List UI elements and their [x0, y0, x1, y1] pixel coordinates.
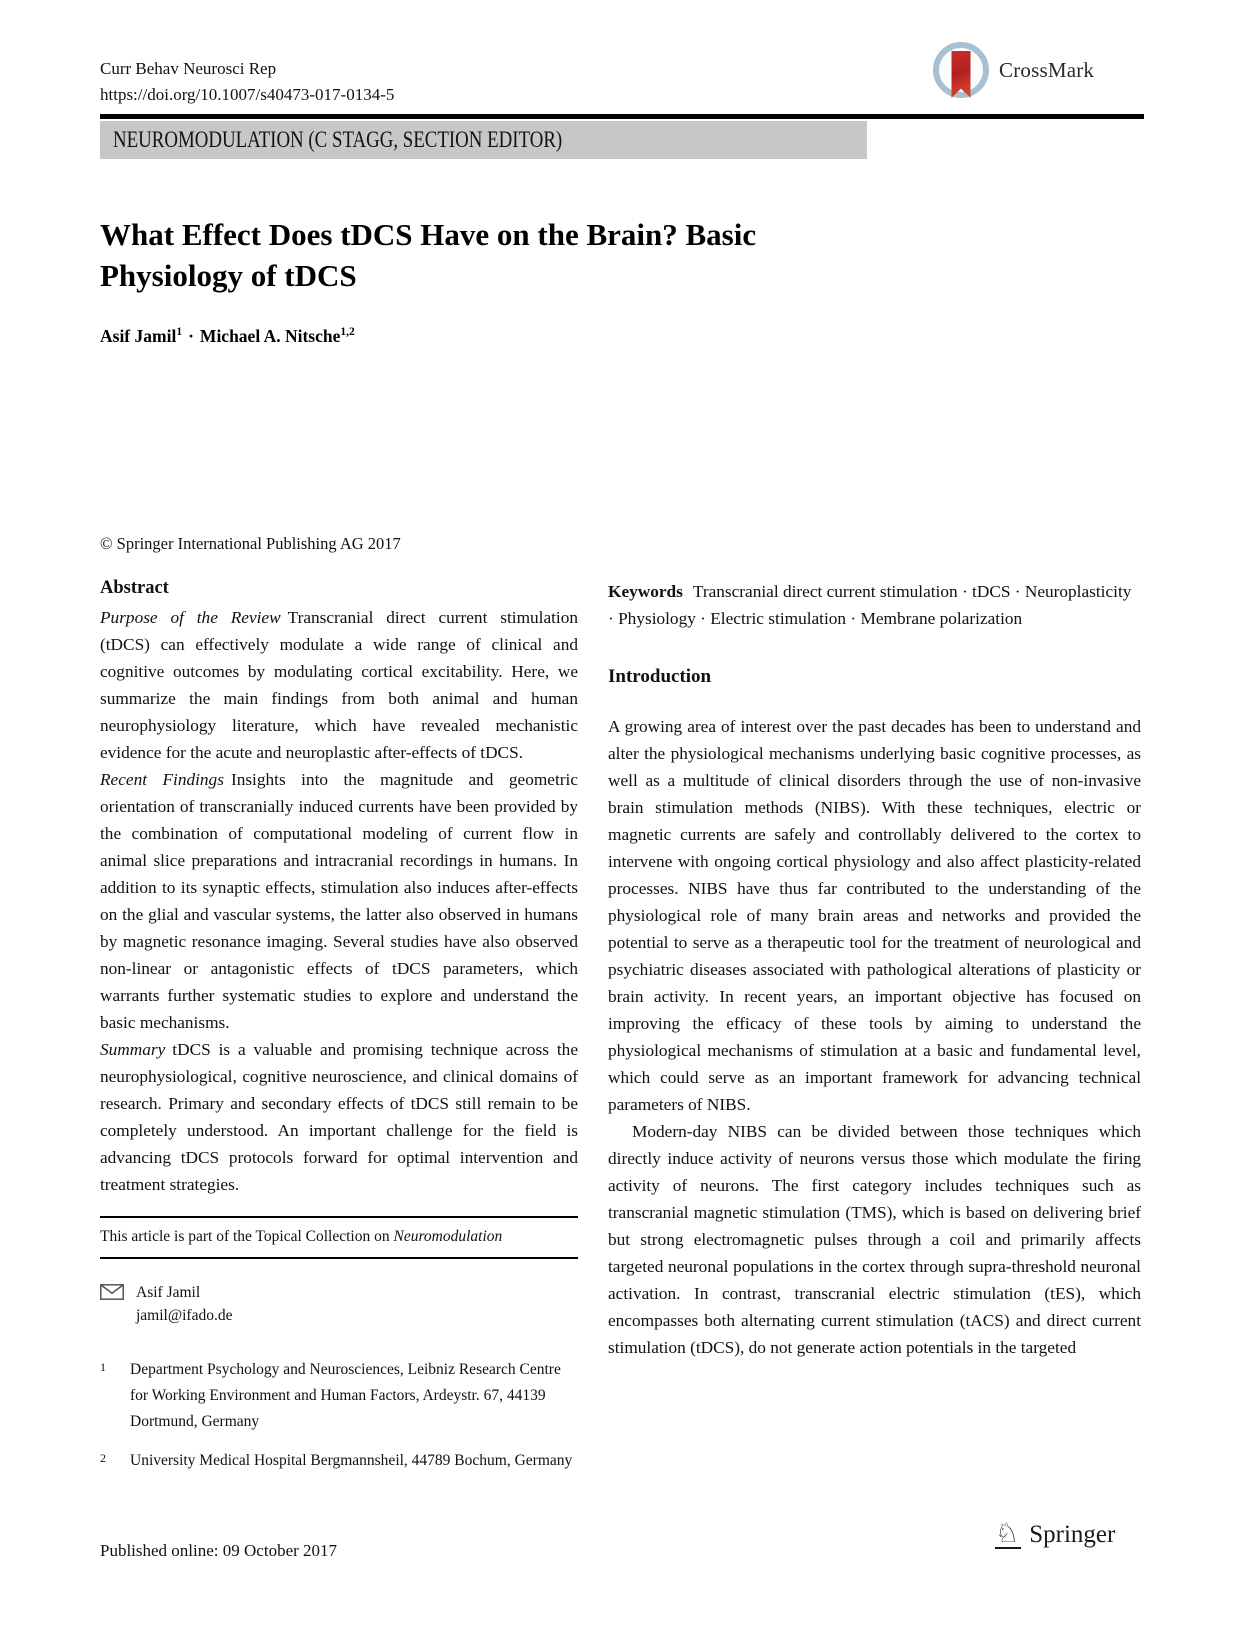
section-banner-label: NEUROMODULATION (C STAGG, SECTION EDITOR) — [113, 127, 563, 152]
affiliation-2 — [100, 1448, 578, 1474]
affiliation-1-number: 1 — [100, 1360, 106, 1374]
crossmark-badge[interactable] — [933, 42, 1094, 98]
abstract-recent-paragraph — [100, 766, 578, 1036]
page-title-line2: Physiology of tDCS — [100, 258, 357, 293]
doi-link[interactable]: https://doi.org/10.1007/s40473-017-0134-5 — [100, 85, 395, 104]
published-online-line: Published online: 09 October 2017 — [100, 1541, 338, 1560]
correspondence-row — [100, 1281, 578, 1304]
author-2-affmark: 1,2 — [340, 326, 355, 339]
abstract-purpose-text: Transcranial direct current stimulation (tDCS) can effectively modulate a wide range of clinical and cognitive outcomes by modulating cortical excitability. Here, we summarize the main findings from both animal and human neurophysiology literature, which have revealed mechanistic evidence for the acute and neuroplastic after-effects of tDCS. — [100, 608, 579, 762]
affiliation-1 — [100, 1357, 578, 1435]
keywords-heading: Keywords — [608, 582, 683, 601]
abstract-recent-label: Recent Findings — [100, 770, 224, 789]
author-2-name: Michael A. Nitsche — [199, 326, 341, 346]
affiliation-1-text: Department Psychology and Neurosciences, Leibniz Research Centre for Working Environment and Human Factors, Ardeystr. 67, 44139 Dortmund, Germany — [130, 1361, 561, 1430]
journal-name: Curr Behav Neurosci Rep — [100, 59, 277, 78]
email-icon — [100, 1284, 124, 1300]
correspondence-email[interactable]: jamil@ifado.de — [136, 1307, 233, 1324]
abstract-summary-paragraph — [100, 1036, 578, 1198]
abstract-summary-label: Summary — [100, 1040, 166, 1059]
crossmark-circle-icon — [933, 42, 989, 98]
section-banner — [100, 121, 867, 159]
keywords-text: Transcranial direct current stimulation · tDCS · Neuroplasticity · Physiology · Electric stimulation · Membrane polarization — [608, 582, 1132, 628]
abstract-purpose-paragraph — [100, 604, 578, 766]
topical-note-text: This article is part of the Topical Collection on — [100, 1228, 390, 1245]
left-column — [100, 578, 578, 1487]
topical-collection-note — [100, 1216, 578, 1259]
abstract-purpose-label: Purpose of the Review — [100, 608, 281, 627]
keywords-paragraph — [608, 578, 1141, 632]
introduction-paragraph-1: A growing area of interest over the past decades has been to understand and alter the physiological mechanisms underlying basic cognitive processes, as well as a multitude of clinical disorders through the use of non-invasive brain stimulation methods (NIBS). With these techniques, electric or magnetic currents are safely and controllably delivered to the cortex to intervene with ongoing cortical physiology and also affect plasticity-related processes. NIBS have thus far contributed to the understanding of the physiological role of many brain areas and networks and provided the potential to serve as a therapeutic tool for the treatment of neurological and psychiatric diseases associated with pathological alterations of plasticity or brain activity. In recent years, an important objective has focused on improving the efficacy of these tools by aiming to understand the physiological mechanisms of stimulation at a basic and fundamental level, which could serve as an important framework for advancing technical parameters of NIBS. — [608, 717, 1141, 1114]
journal-header — [100, 56, 394, 108]
springer-logo — [995, 1520, 1115, 1549]
right-column — [608, 578, 1141, 1361]
affiliation-2-text: University Medical Hospital Bergmannsheil, 44789 Bochum, Germany — [130, 1452, 573, 1469]
abstract-recent-text: Insights into the magnitude and geometric orientation of transcranially induced currents have been provided by the combination of computational modeling of current flow in animal slice preparations and intracranial recordings in humans. In addition to its synaptic effects, stimulation also induces after-effects on the glial and vascular systems, the latter also observed in humans by magnetic resonance imaging. Several studies have also observed non-linear or antagonistic effects of tDCS parameters, which warrants further systematic studies to explore and understand the basic mechanisms. — [100, 770, 578, 1032]
copyright-line: © Springer International Publishing AG 2017 — [100, 534, 401, 553]
crossmark-label: CrossMark — [999, 57, 1095, 82]
author-1-name: Asif Jamil — [100, 326, 177, 346]
correspondence-block — [100, 1281, 578, 1327]
abstract-heading: Abstract — [100, 578, 169, 598]
authors-line — [100, 326, 355, 347]
springer-horse-icon: ♘ — [995, 1518, 1020, 1549]
page-title-line1: What Effect Does tDCS Have on the Brain? Basic — [100, 217, 757, 252]
author-1-affmark: 1 — [176, 326, 183, 339]
author-separator: · — [188, 326, 194, 346]
springer-logo-label: Springer — [1029, 1520, 1116, 1548]
abstract-summary-text: tDCS is a valuable and promising technique across the neurophysiological, cognitive neuroscience, and clinical domains of research. Primary and secondary effects of tDCS still remain to be completely understood. An important challenge for the field is advancing tDCS protocols forward for optimal intervention and treatment strategies. — [100, 1040, 578, 1194]
introduction-paragraph-2: Modern-day NIBS can be divided between those techniques which directly induce activity of neurons versus those which modulate the firing activity of neurons. The first category includes techniques such as transcranial magnetic stimulation (TMS), which is based on delivering brief but strong electromagnetic pulses through a coil and primarily affects targeted neuronal populations in the cortex through supra-threshold neuronal activation. In contrast, transcranial electric stimulation (tES), which encompasses both alternating current stimulation (tACS) and direct current stimulation (tDCS), do not generate action potentials in the targeted — [608, 1122, 1141, 1357]
affiliation-2-number: 2 — [100, 1451, 106, 1465]
header-divider — [100, 114, 1144, 119]
topical-note-collection: Neuromodulation — [393, 1228, 503, 1245]
page-title — [100, 214, 1060, 296]
introduction-heading: Introduction — [608, 666, 712, 687]
affiliations-block — [100, 1357, 578, 1474]
crossmark-ribbon-icon — [952, 51, 971, 98]
correspondence-name: Asif Jamil — [136, 1284, 201, 1301]
